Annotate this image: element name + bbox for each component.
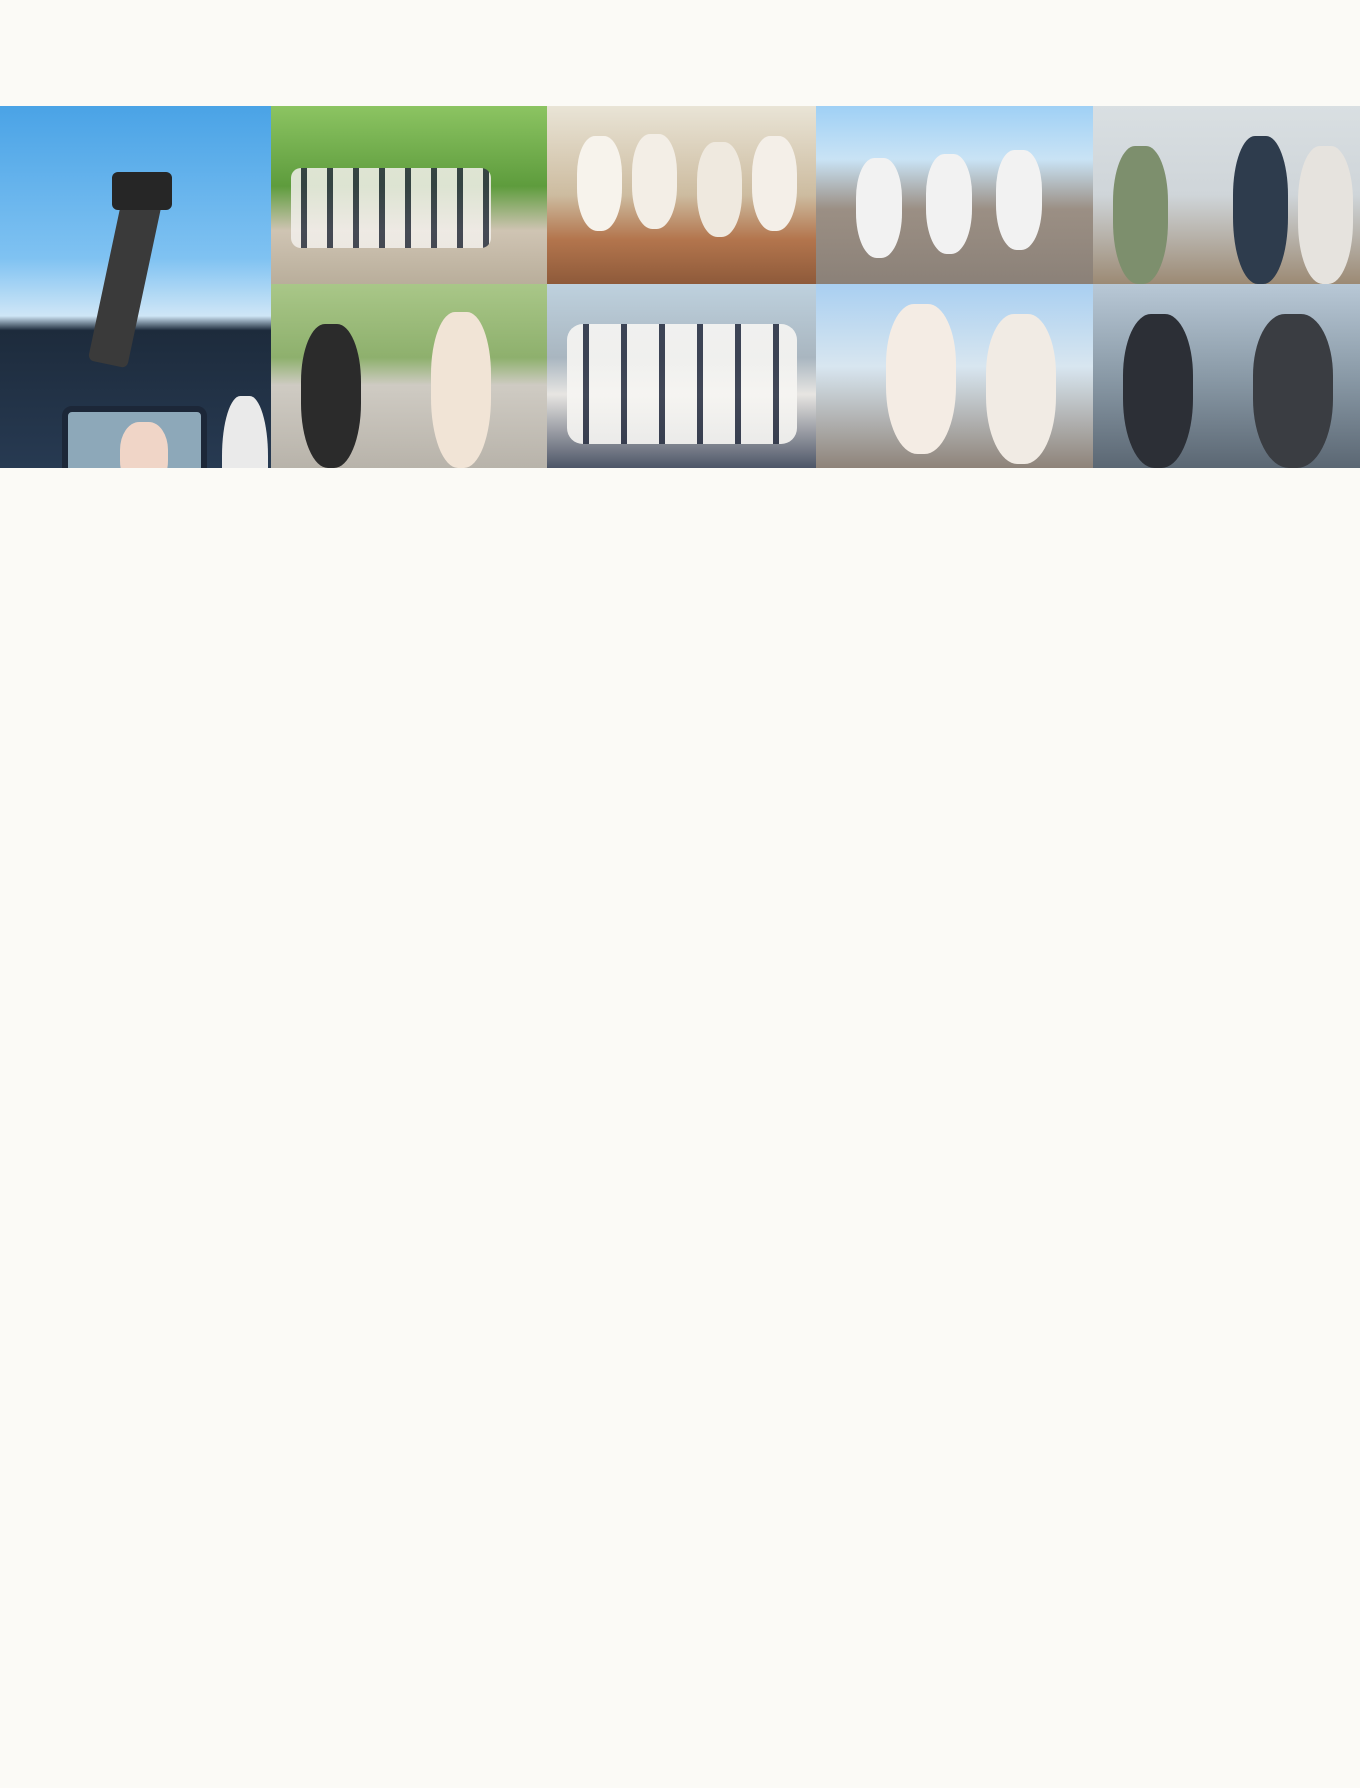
staff-b bbox=[1233, 136, 1288, 284]
crane-arm bbox=[88, 194, 162, 369]
student-a bbox=[577, 136, 622, 231]
photo-students-rooftop bbox=[816, 106, 1093, 284]
upper-col-last bbox=[1073, 520, 1339, 1040]
photo-director-crew bbox=[1093, 284, 1360, 468]
crew-a bbox=[1123, 314, 1193, 468]
student-c bbox=[697, 142, 742, 237]
staff-c bbox=[1298, 146, 1353, 284]
student-i bbox=[431, 312, 491, 468]
person-in-car bbox=[120, 422, 168, 468]
photo-students-outdoor bbox=[271, 106, 547, 284]
staff-a bbox=[1113, 146, 1168, 284]
student-e bbox=[856, 158, 902, 258]
student-g bbox=[996, 150, 1042, 250]
photo-classroom-staff bbox=[1093, 106, 1360, 284]
photo-students-cafe bbox=[547, 106, 816, 284]
staff-person bbox=[222, 396, 268, 468]
camera-head bbox=[112, 172, 172, 210]
crew-b bbox=[1253, 314, 1333, 468]
student-h bbox=[301, 324, 361, 468]
student-k bbox=[986, 314, 1056, 464]
photo-camera-crane-car bbox=[0, 106, 271, 468]
photo-staircase bbox=[271, 284, 547, 468]
photo-group-courtyard bbox=[547, 284, 816, 468]
student-j bbox=[886, 304, 956, 454]
student-b bbox=[632, 134, 677, 229]
photo-selfie bbox=[816, 284, 1093, 468]
student-f bbox=[926, 154, 972, 254]
student-crowd bbox=[567, 324, 797, 444]
student-group bbox=[291, 168, 491, 248]
upper-col-kanemura bbox=[726, 520, 1062, 1040]
student-d bbox=[752, 136, 797, 231]
